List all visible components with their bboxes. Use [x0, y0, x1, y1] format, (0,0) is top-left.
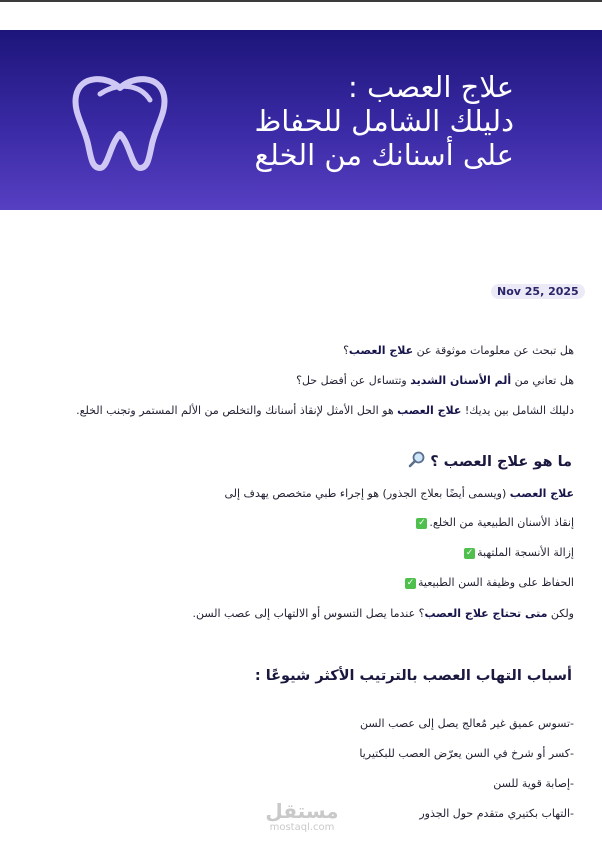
header-banner — [0, 30, 602, 210]
watermark-arabic: مستقل — [265, 799, 339, 823]
check-mark-icon: ✓ — [406, 577, 415, 588]
causes-heading: أسباب التهاب العصب بالترتيب الأكثر شيوعًا : — [254, 668, 572, 684]
definition-paragraph: علاج العصب (ويسمى أيضًا بعلاج الجذور) هو إجراء طبي متخصص يهدف إلى — [224, 487, 574, 500]
title-line: على أسنانك من الخلع — [254, 138, 514, 172]
cause-item: -إصابة قوية للسن — [493, 777, 574, 790]
title-line: علاج العصب : — [347, 70, 514, 104]
section-heading: ما هو علاج العصب ؟ — [408, 450, 572, 474]
watermark — [262, 800, 342, 834]
goal-item: إنقاذ الأسنان الطبيعية من الخلع.✓ — [418, 516, 574, 529]
goal-item: إزالة الأنسجة الملتهبة✓ — [465, 546, 574, 559]
page-title — [154, 70, 514, 172]
intro-paragraph: هل تبحث عن معلومات موثوقة عن علاج العصب؟ — [343, 344, 574, 357]
intro-paragraph: هل تعاني من ألم الأسنان الشديد وتتساءل عن أفضل حل؟ — [296, 374, 574, 387]
cause-item: -التهاب بكتيري متقدم حول الجذور — [419, 807, 574, 820]
watermark-url: mostaql.com — [269, 822, 335, 833]
date-badge: Nov 25, 2025 — [491, 284, 585, 299]
goal-item: الحفاظ على وظيفة السن الطبيعية✓ — [406, 576, 574, 589]
check-mark-icon: ✓ — [418, 517, 426, 528]
intro-paragraph: دليلك الشامل بين يديك! علاج العصب هو الحل الأمثل لإنقاذ أسنانك والتخلص من الألم المستمر وتجنب الخلع. — [76, 404, 574, 417]
cause-item: -تسوس عميق غير مُعالج يصل إلى عصب السن — [360, 717, 574, 730]
cause-item: -كسر أو شرخ في السن يعرّض العصب للبكتيريا — [359, 747, 574, 760]
top-border — [0, 0, 602, 2]
title-line: دليلك الشامل للحفاظ — [254, 104, 514, 138]
check-mark-icon: ✓ — [465, 547, 474, 558]
question-paragraph: ولكن متى تحتاج علاج العصب؟ عندما يصل التسوس أو الالتهاب إلى عصب السن. — [192, 607, 574, 620]
magnifier-icon — [408, 450, 426, 474]
